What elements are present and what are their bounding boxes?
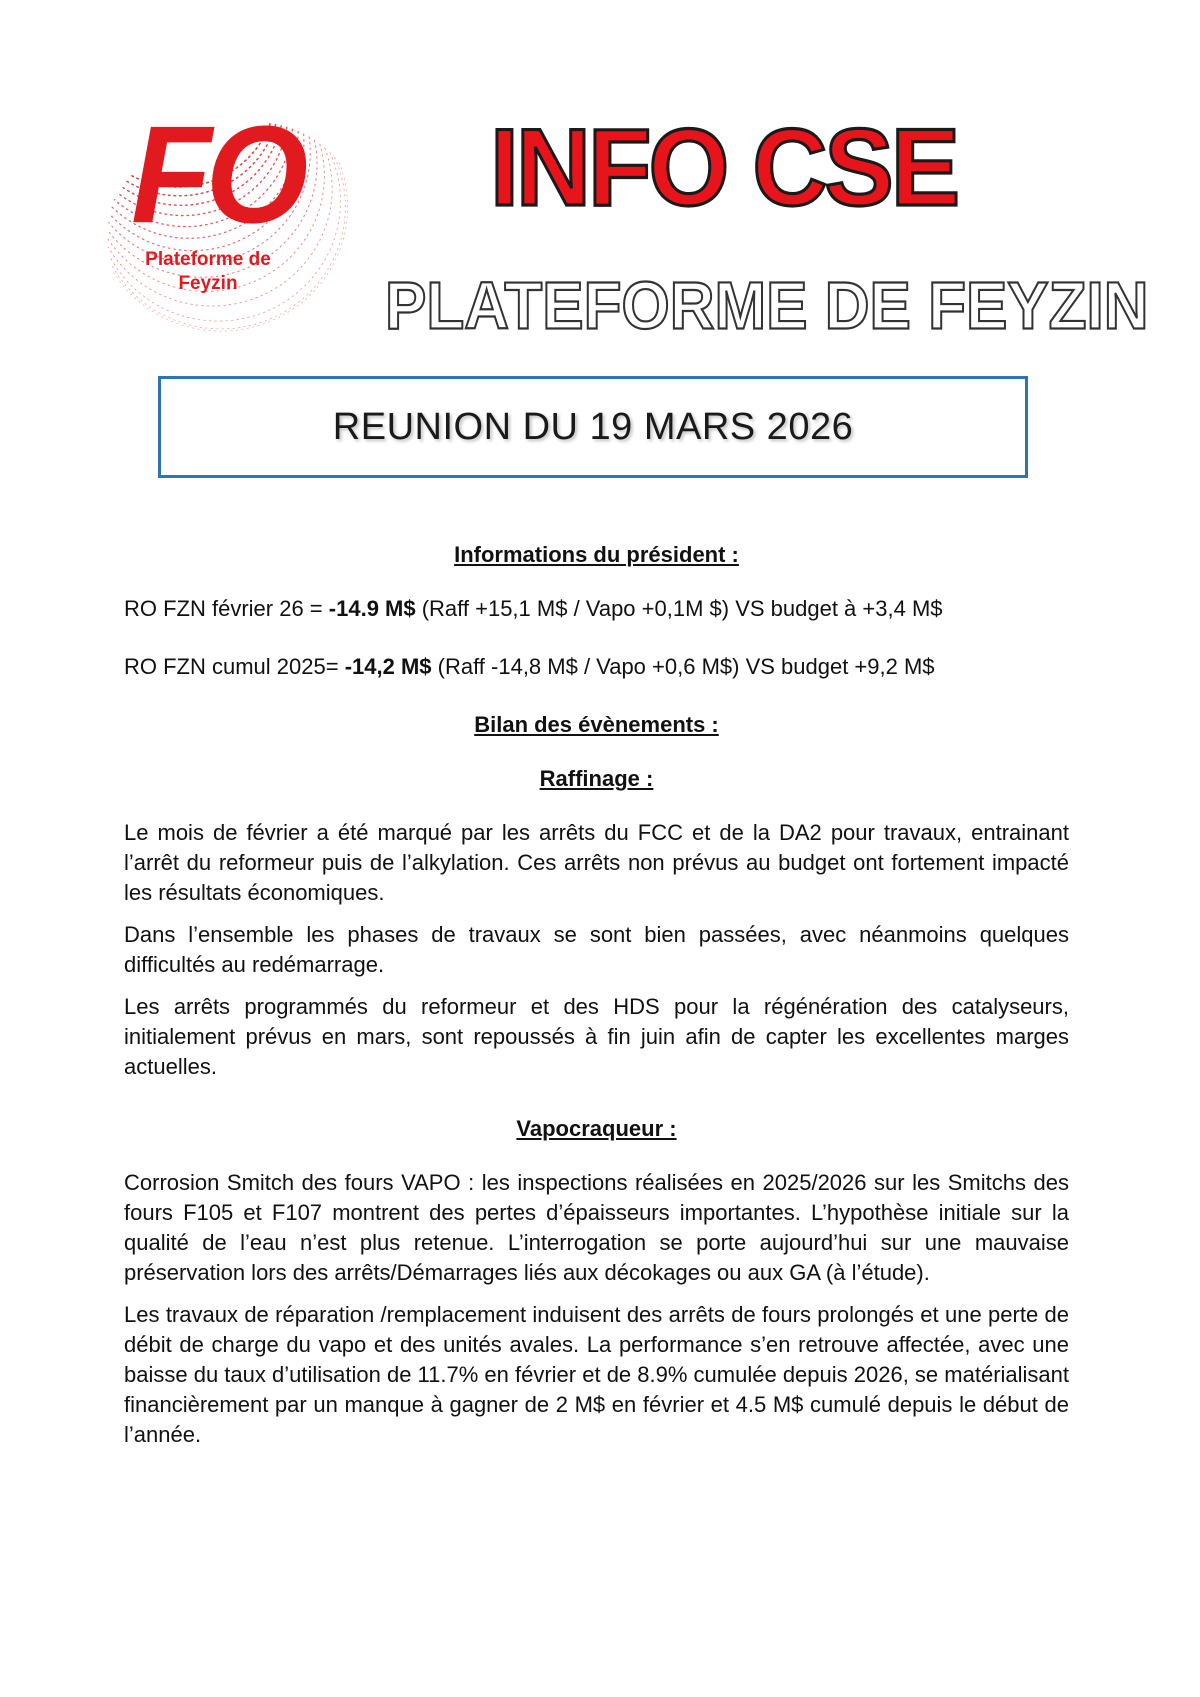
logo-subtitle-line2: Feyzin (178, 273, 238, 294)
raffinage-paragraph: Les arrêts programmés du reformeur et des HDS pour la régénération des catalyseurs, initialement prévus en mars, sont repoussés à fin juin afin de capter les excellentes marges actuelles. (124, 994, 1069, 1079)
fo-logo (103, 95, 348, 335)
vapocraqueur-paragraph: Corrosion Smitch des fours VAPO : les inspections réalisées en 2025/2026 sur les Smitchs des fours F105 et F107 montrent des pertes d’épaisseurs importantes. L’hypothèse initiale sur la qualité de l’eau n’est plus retenue. L’interrogation se porte aujourd’hui sur une mauvaise préservation lors des arrêts/Démarrages liés aux décokages ou aux GA (à l’étude). (124, 1170, 1069, 1285)
ro-february-prefix: RO FZN février 26 = (124, 596, 329, 621)
events-heading: Bilan des évènements : (474, 712, 719, 737)
raffinage-paragraph: Le mois de février a été marqué par les arrêts du FCC et de la DA2 pour travaux, entrainant l’arrêt du reformeur puis de l’alkylation. Ces arrêts non prévus au budget ont fortement impacté les résultats économiques. (124, 820, 1069, 905)
ro-cumul-line (124, 652, 1069, 682)
ro-cumul-suffix: (Raff -14,8 M$ / Vapo +0,6 M$) VS budget +9,2 M$ (431, 654, 935, 679)
logo-subtitle-line1: Plateforme de (145, 249, 271, 270)
ro-cumul-value: -14,2 M$ (344, 654, 432, 679)
ro-cumul-prefix: RO FZN cumul 2025= (124, 654, 345, 679)
raffinage-heading: Raffinage : (539, 766, 654, 791)
ro-february-value: -14.9 M$ (328, 596, 416, 621)
meeting-title: REUNION DU 19 MARS 2026 (332, 405, 854, 448)
vapocraqueur-heading: Vapocraqueur : (516, 1116, 677, 1141)
page-title: INFO CSE (490, 107, 958, 229)
vapocraqueur-paragraph: Les travaux de réparation /remplacement induisent des arrêts de fours prolongés et une perte de débit de charge du vapo et des unités avales. La performance s’en retrouve affectée, avec une baisse du taux d’utilisation de 11.7% en février et de 8.9% cumulée depuis 2026, se matérialisant financièrement par un manque à gagner de 2 M$ en février et 4.5 M$ cumulé depuis le début de l’année. (124, 1302, 1069, 1447)
fo-logo-text: FO (131, 97, 303, 252)
logo-subtitle (123, 248, 293, 296)
document-body (124, 540, 1069, 1462)
ro-february-suffix: (Raff +15,1 M$ / Vapo +0,1M $) VS budget à +3,4 M$ (415, 596, 943, 621)
page-subtitle: PLATEFORME DE FEYZIN (385, 269, 1149, 344)
raffinage-paragraph: Dans l’ensemble les phases de travaux se sont bien passées, avec néanmoins quelques difficultés au redémarrage. (124, 922, 1069, 977)
ro-february-line (124, 594, 1069, 624)
president-heading: Informations du président : (454, 542, 739, 567)
meeting-banner (158, 376, 1028, 478)
